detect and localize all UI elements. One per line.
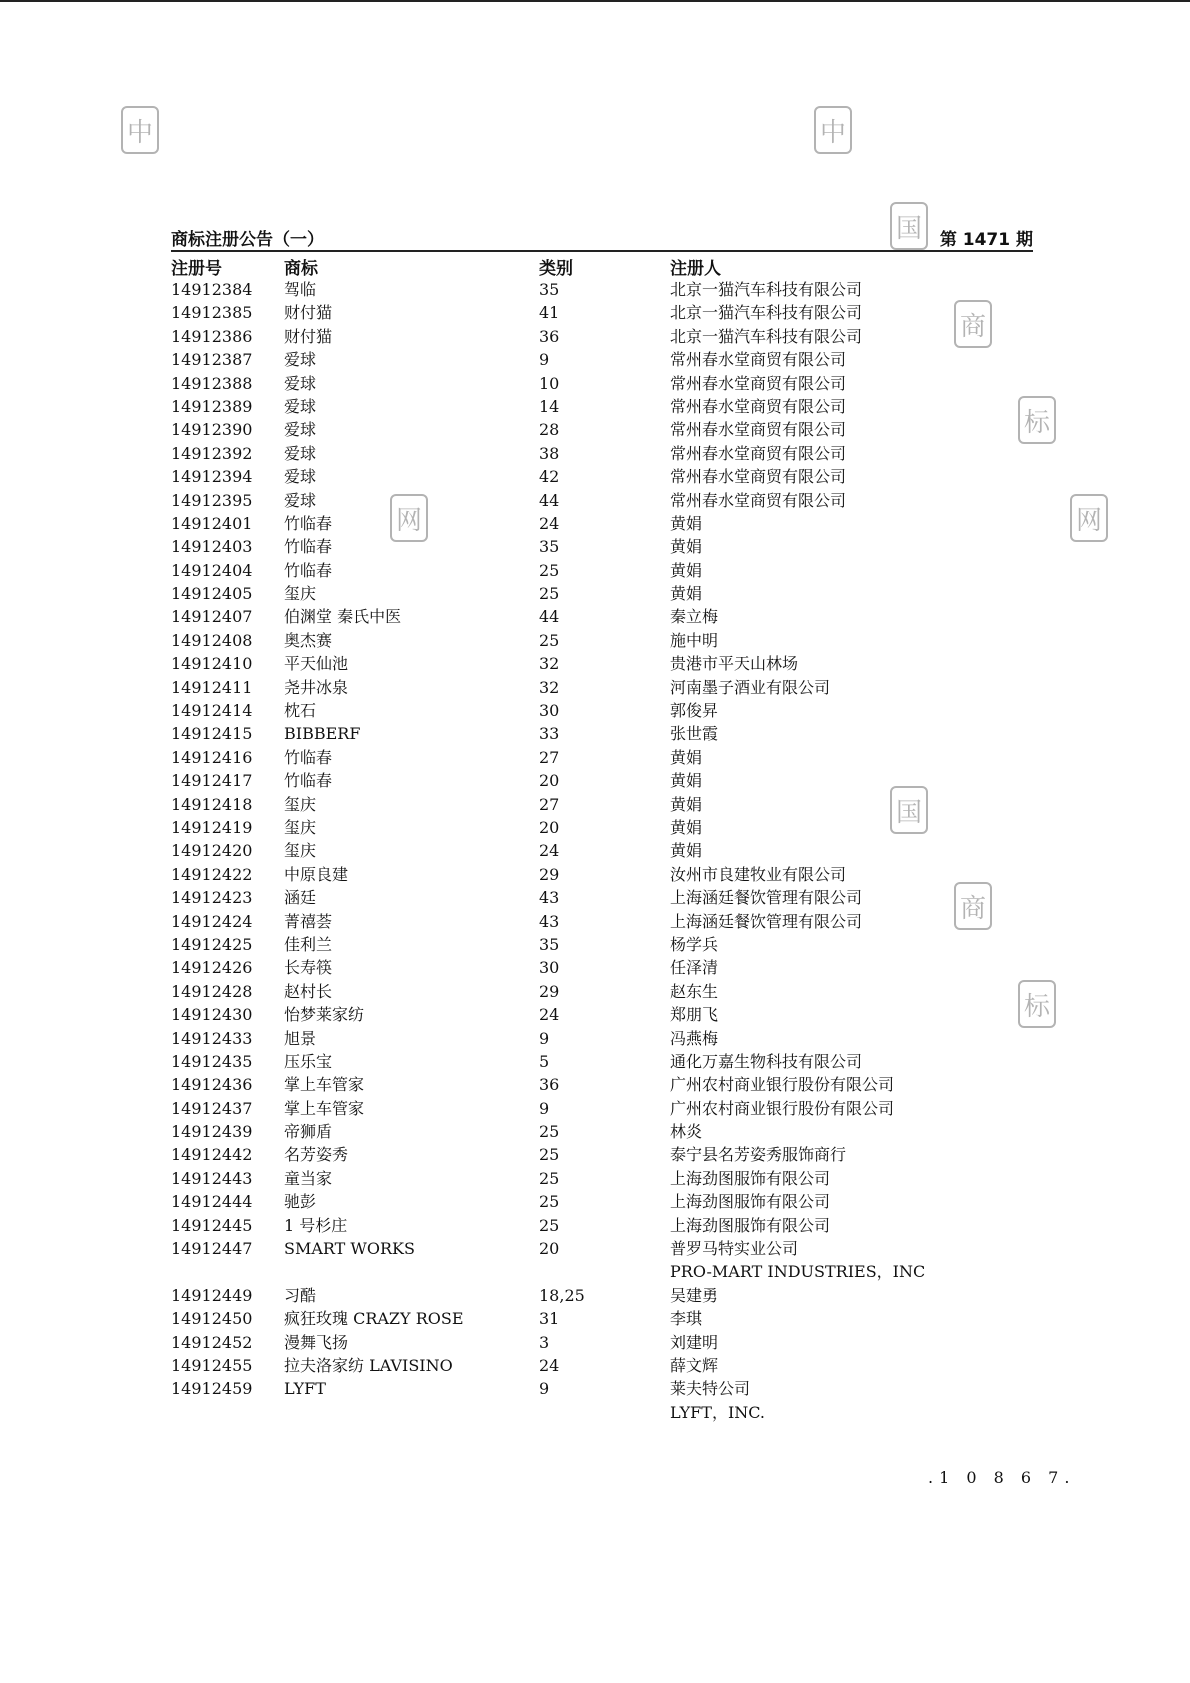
class-cell: 18,25 (539, 1285, 585, 1305)
reg-no-cell: 14912404 (171, 560, 253, 580)
mark-cell: 掌上车管家 (284, 1098, 365, 1118)
table-row (0, 1260, 1190, 1283)
table-row (0, 372, 1190, 395)
table-row (0, 1120, 1190, 1143)
column-header-mark: 商标 (284, 259, 318, 279)
mark-cell: 竹临春 (284, 747, 333, 767)
watermark-wang-1: 网 (390, 494, 428, 542)
reg-no-cell: 14912442 (171, 1145, 253, 1165)
mark-cell: LYFT (284, 1379, 326, 1399)
registrant-cell: 黄娟 (670, 560, 703, 580)
mark-cell: SMART WORKS (284, 1239, 415, 1259)
table-row (0, 933, 1190, 956)
table-row (0, 1284, 1190, 1307)
registrant-cell: 莱夫特公司 (670, 1379, 751, 1399)
class-cell: 33 (539, 724, 560, 744)
class-cell: 29 (539, 864, 560, 884)
reg-no-cell: 14912428 (171, 981, 253, 1001)
registrant-cell: LYFT，INC. (670, 1402, 766, 1422)
mark-cell: 旭景 (284, 1028, 317, 1048)
registrant-cell: 薛文辉 (670, 1355, 719, 1375)
table-row (0, 956, 1190, 979)
mark-cell: 拉夫洛家纺 LAVISINO (284, 1355, 453, 1375)
reg-no-cell: 14912430 (171, 1005, 253, 1025)
mark-cell: 爱球 (284, 373, 317, 393)
table-row (0, 793, 1190, 816)
registrant-cell: 广州农村商业银行股份有限公司 (670, 1075, 895, 1095)
reg-no-cell: 14912384 (171, 280, 253, 299)
class-cell: 27 (539, 747, 560, 767)
table-row (0, 1190, 1190, 1213)
reg-no-cell: 14912435 (171, 1051, 253, 1071)
reg-no-cell: 14912426 (171, 958, 253, 978)
registrant-cell: 黄娟 (670, 841, 703, 861)
reg-no-cell: 14912395 (171, 490, 253, 510)
class-cell: 43 (539, 888, 560, 908)
mark-cell: 漫舞飞扬 (284, 1332, 349, 1352)
class-cell: 9 (539, 350, 550, 370)
column-header-registrant: 注册人 (670, 259, 721, 279)
reg-no-cell: 14912387 (171, 350, 253, 370)
mark-cell: 中原良建 (284, 864, 349, 884)
registrant-cell: 常州春水堂商贸有限公司 (670, 490, 847, 510)
mark-cell: 玺庆 (284, 841, 317, 861)
class-cell: 20 (539, 1239, 560, 1259)
class-cell: 25 (539, 1168, 560, 1188)
class-cell: 31 (539, 1309, 560, 1329)
header-title: 商标注册公告（一） (171, 230, 324, 250)
watermark-wang-2: 网 (1070, 494, 1108, 542)
mark-cell: 帝狮盾 (284, 1122, 333, 1142)
reg-no-cell: 14912447 (171, 1239, 253, 1259)
class-cell: 25 (539, 1192, 560, 1212)
registrant-cell: 赵东生 (670, 981, 719, 1001)
registrant-cell: 常州春水堂商贸有限公司 (670, 443, 847, 463)
table-row (0, 676, 1190, 699)
registrant-cell: PRO-MART INDUSTRIES，INC (670, 1262, 926, 1282)
table-row (0, 325, 1190, 348)
reg-no-cell: 14912445 (171, 1215, 253, 1235)
table-row (0, 980, 1190, 1003)
table-row (0, 1143, 1190, 1166)
mark-cell: 玺庆 (284, 817, 317, 837)
registrant-cell: 黄娟 (670, 747, 703, 767)
class-cell: 24 (539, 1355, 560, 1375)
registrant-cell: 上海涵廷餐饮管理有限公司 (670, 911, 863, 931)
mark-cell: 竹临春 (284, 513, 333, 533)
registrant-cell: 常州春水堂商贸有限公司 (670, 467, 847, 487)
class-cell: 32 (539, 677, 560, 697)
mark-cell: 爱球 (284, 420, 317, 440)
class-cell: 43 (539, 911, 560, 931)
mark-cell: 怡梦莱家纺 (284, 1005, 365, 1025)
page-header (171, 224, 1033, 252)
class-cell: 25 (539, 560, 560, 580)
mark-cell: 爱球 (284, 396, 317, 416)
table-row (0, 1307, 1190, 1330)
registrant-cell: 黄娟 (670, 771, 703, 791)
registrant-cell: 张世霞 (670, 724, 719, 744)
class-cell: 3 (539, 1332, 550, 1352)
registrant-cell: 黄娟 (670, 537, 703, 557)
reg-no-cell: 14912394 (171, 467, 253, 487)
registrant-cell: 林炎 (670, 1122, 703, 1142)
reg-no-cell: 14912418 (171, 794, 253, 814)
mark-cell: 童当家 (284, 1168, 333, 1188)
registrant-cell: 贵港市平天山林场 (670, 654, 799, 674)
class-cell: 29 (539, 981, 560, 1001)
watermark-biao-2: 标 (1018, 980, 1056, 1028)
reg-no-cell: 14912408 (171, 630, 253, 650)
registrant-cell: 黄娟 (670, 794, 703, 814)
reg-no-cell: 14912450 (171, 1309, 253, 1329)
table-row (0, 1003, 1190, 1026)
column-header-reg-no: 注册号 (171, 259, 222, 279)
registrant-cell: 通化万嘉生物科技有限公司 (670, 1051, 863, 1071)
registrant-cell: 李琪 (670, 1309, 703, 1329)
registrant-cell: 杨学兵 (670, 934, 719, 954)
table-row (0, 1073, 1190, 1096)
table-row (0, 746, 1190, 769)
reg-no-cell: 14912455 (171, 1355, 253, 1375)
reg-no-cell: 14912415 (171, 724, 253, 744)
table-row (0, 301, 1190, 324)
class-cell: 36 (539, 326, 560, 346)
class-cell: 32 (539, 654, 560, 674)
table-row (0, 699, 1190, 722)
class-cell: 36 (539, 1075, 560, 1095)
table-row (0, 1331, 1190, 1354)
registrant-cell: 上海劲图服饰有限公司 (670, 1168, 831, 1188)
reg-no-cell: 14912385 (171, 303, 253, 323)
mark-cell: 竹临春 (284, 560, 333, 580)
table-row (0, 559, 1190, 582)
reg-no-cell: 14912416 (171, 747, 253, 767)
mark-cell: 奥杰赛 (284, 630, 333, 650)
reg-no-cell: 14912423 (171, 888, 253, 908)
class-cell: 27 (539, 794, 560, 814)
reg-no-cell: 14912414 (171, 701, 253, 721)
class-cell: 44 (539, 490, 560, 510)
class-cell: 41 (539, 303, 560, 323)
mark-cell: 爱球 (284, 467, 317, 487)
mark-cell: 枕石 (284, 701, 317, 721)
reg-no-cell: 14912405 (171, 584, 253, 604)
table-row (0, 863, 1190, 886)
table-row (0, 535, 1190, 558)
mark-cell: 竹临春 (284, 537, 333, 557)
mark-cell: 玺庆 (284, 794, 317, 814)
mark-cell: 驾临 (284, 280, 317, 299)
registrant-cell: 施中明 (670, 630, 719, 650)
reg-no-cell: 14912459 (171, 1379, 253, 1399)
table-row (0, 1097, 1190, 1120)
registrant-cell: 郭俊昇 (670, 701, 719, 721)
watermark-zhong-1: 中 (121, 106, 159, 154)
class-cell: 24 (539, 841, 560, 861)
class-cell: 25 (539, 1215, 560, 1235)
reg-no-cell: 14912386 (171, 326, 253, 346)
registrant-cell: 常州春水堂商贸有限公司 (670, 373, 847, 393)
mark-cell: 涵廷 (284, 888, 317, 908)
class-cell: 28 (539, 420, 560, 440)
registrant-cell: 泰宁县名芳姿秀服饰商行 (670, 1145, 847, 1165)
reg-no-cell: 14912443 (171, 1168, 253, 1188)
table-row (0, 1401, 1190, 1424)
registrant-cell: 常州春水堂商贸有限公司 (670, 396, 847, 416)
table-row (0, 1027, 1190, 1050)
reg-no-cell: 14912410 (171, 654, 253, 674)
reg-no-cell: 14912411 (171, 677, 253, 697)
table-row (0, 348, 1190, 371)
mark-cell: 尧井冰泉 (284, 677, 349, 697)
class-cell: 35 (539, 537, 560, 557)
class-cell: 20 (539, 771, 560, 791)
mark-cell: 疯狂玫瑰 CRAZY ROSE (284, 1309, 464, 1329)
class-cell: 25 (539, 1145, 560, 1165)
class-cell: 25 (539, 1122, 560, 1142)
table-row (0, 418, 1190, 441)
class-cell: 9 (539, 1028, 550, 1048)
registrant-cell: 河南墨子酒业有限公司 (670, 677, 831, 697)
registrant-cell: 北京一猫汽车科技有限公司 (670, 303, 863, 323)
header-issue: 第 1471 期 (939, 230, 1033, 250)
reg-no-cell: 14912403 (171, 537, 253, 557)
watermark-zhong-2: 中 (814, 106, 852, 154)
registrant-cell: 黄娟 (670, 584, 703, 604)
class-cell: 5 (539, 1051, 550, 1071)
table-row (0, 605, 1190, 628)
reg-no-cell: 14912407 (171, 607, 253, 627)
registrant-cell: 冯燕梅 (670, 1028, 719, 1048)
registrant-cell: 黄娟 (670, 817, 703, 837)
watermark-shang-2: 商 (954, 882, 992, 930)
column-header-class: 类别 (539, 259, 573, 279)
registrant-cell: 汝州市良建牧业有限公司 (670, 864, 847, 884)
registrant-cell: 北京一猫汽车科技有限公司 (670, 280, 863, 299)
mark-cell: 玺庆 (284, 584, 317, 604)
class-cell: 9 (539, 1379, 550, 1399)
top-border (0, 0, 1190, 2)
table-row (0, 1167, 1190, 1190)
registrant-cell: 上海涵廷餐饮管理有限公司 (670, 888, 863, 908)
reg-no-cell: 14912444 (171, 1192, 253, 1212)
registrant-cell: 刘建明 (670, 1332, 719, 1352)
class-cell: 44 (539, 607, 560, 627)
trademark-table (0, 278, 1190, 1424)
class-cell: 24 (539, 513, 560, 533)
mark-cell: 伯渊堂 秦氏中医 (284, 607, 402, 627)
mark-cell: 驰彭 (284, 1192, 317, 1212)
table-row (0, 1214, 1190, 1237)
reg-no-cell: 14912437 (171, 1098, 253, 1118)
class-cell: 25 (539, 630, 560, 650)
table-row (0, 769, 1190, 792)
class-cell: 20 (539, 817, 560, 837)
reg-no-cell: 14912452 (171, 1332, 253, 1352)
class-cell: 9 (539, 1098, 550, 1118)
mark-cell: 财付猫 (284, 303, 333, 323)
table-row (0, 1354, 1190, 1377)
class-cell: 38 (539, 443, 560, 463)
reg-no-cell: 14912433 (171, 1028, 253, 1048)
table-row (0, 816, 1190, 839)
class-cell: 24 (539, 1005, 560, 1025)
class-cell: 35 (539, 280, 560, 299)
class-cell: 35 (539, 934, 560, 954)
reg-no-cell: 14912420 (171, 841, 253, 861)
registrant-cell: 黄娟 (670, 513, 703, 533)
table-row (0, 442, 1190, 465)
table-row (0, 722, 1190, 745)
table-row (0, 489, 1190, 512)
reg-no-cell: 14912449 (171, 1285, 253, 1305)
mark-cell: 爱球 (284, 490, 317, 510)
class-cell: 42 (539, 467, 560, 487)
table-row (0, 278, 1190, 301)
registrant-cell: 北京一猫汽车科技有限公司 (670, 326, 863, 346)
mark-cell: 菁禧荟 (284, 911, 333, 931)
reg-no-cell: 14912439 (171, 1122, 253, 1142)
reg-no-cell: 14912425 (171, 934, 253, 954)
table-row (0, 582, 1190, 605)
reg-no-cell: 14912401 (171, 513, 253, 533)
mark-cell: 竹临春 (284, 771, 333, 791)
reg-no-cell: 14912419 (171, 817, 253, 837)
table-row (0, 629, 1190, 652)
registrant-cell: 秦立梅 (670, 607, 719, 627)
table-row (0, 886, 1190, 909)
mark-cell: 爱球 (284, 350, 317, 370)
registrant-cell: 上海劲图服饰有限公司 (670, 1192, 831, 1212)
table-row (0, 1237, 1190, 1260)
mark-cell: 爱球 (284, 443, 317, 463)
reg-no-cell: 14912422 (171, 864, 253, 884)
table-row (0, 910, 1190, 933)
reg-no-cell: 14912424 (171, 911, 253, 931)
mark-cell: 赵村长 (284, 981, 333, 1001)
class-cell: 14 (539, 396, 560, 416)
mark-cell: 长寿筷 (284, 958, 333, 978)
mark-cell: 名芳姿秀 (284, 1145, 349, 1165)
page-number: .1 0 8 6 7. (928, 1468, 1076, 1487)
registrant-cell: 普罗马特实业公司 (670, 1239, 799, 1259)
reg-no-cell: 14912436 (171, 1075, 253, 1095)
watermark-guo-1: 国 (890, 202, 928, 250)
mark-cell: 财付猫 (284, 326, 333, 346)
mark-cell: 佳利兰 (284, 934, 333, 954)
watermark-shang-1: 商 (954, 300, 992, 348)
registrant-cell: 任泽清 (670, 958, 719, 978)
reg-no-cell: 14912417 (171, 771, 253, 791)
registrant-cell: 上海劲图服饰有限公司 (670, 1215, 831, 1235)
mark-cell: BIBBERF (284, 724, 361, 744)
table-row (0, 1377, 1190, 1400)
table-row (0, 512, 1190, 535)
registrant-cell: 郑朋飞 (670, 1005, 719, 1025)
class-cell: 10 (539, 373, 560, 393)
mark-cell: 1 号杉庄 (284, 1215, 348, 1235)
watermark-guo-2: 国 (890, 786, 928, 834)
table-row (0, 652, 1190, 675)
reg-no-cell: 14912389 (171, 396, 253, 416)
table-row (0, 1050, 1190, 1073)
reg-no-cell: 14912388 (171, 373, 253, 393)
watermark-biao-1: 标 (1018, 396, 1056, 444)
mark-cell: 平天仙池 (284, 654, 349, 674)
class-cell: 30 (539, 958, 560, 978)
registrant-cell: 吴建勇 (670, 1285, 719, 1305)
mark-cell: 压乐宝 (284, 1051, 333, 1071)
mark-cell: 习酷 (284, 1285, 317, 1305)
reg-no-cell: 14912390 (171, 420, 253, 440)
table-row (0, 395, 1190, 418)
class-cell: 25 (539, 584, 560, 604)
table-row (0, 839, 1190, 862)
class-cell: 30 (539, 701, 560, 721)
table-row (0, 465, 1190, 488)
reg-no-cell: 14912392 (171, 443, 253, 463)
registrant-cell: 广州农村商业银行股份有限公司 (670, 1098, 895, 1118)
registrant-cell: 常州春水堂商贸有限公司 (670, 420, 847, 440)
mark-cell: 掌上车管家 (284, 1075, 365, 1095)
registrant-cell: 常州春水堂商贸有限公司 (670, 350, 847, 370)
